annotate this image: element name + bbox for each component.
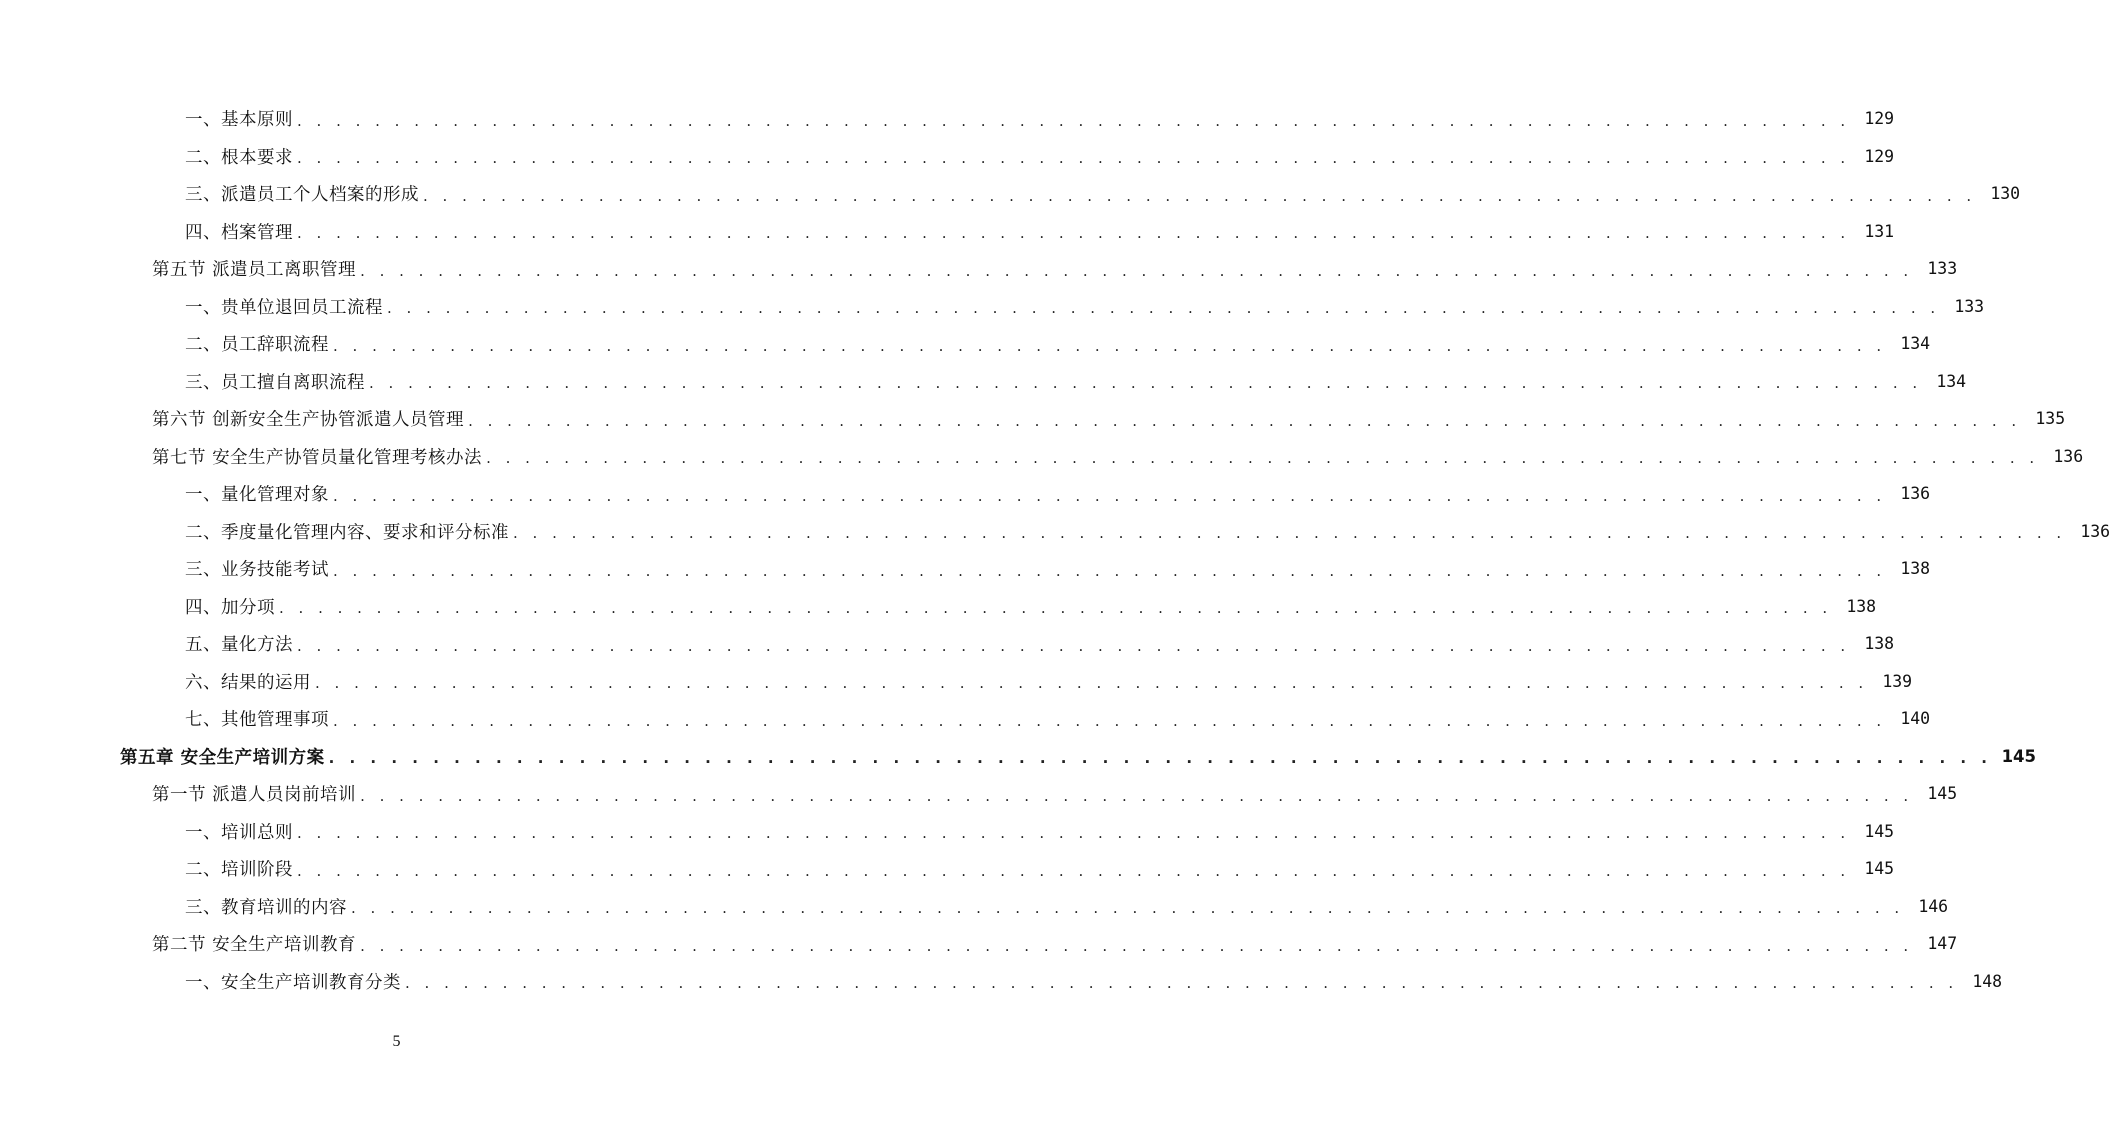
- dot-leader: . . . . . . . . . . . . . . . . . . . . . . . . . . . . . . . . . . . . . . . . . . . . . . . . . . . . . . . . . . . . . . . . . . . . . . . . . . . . . . . .: [360, 936, 1914, 955]
- page-number: 5: [392, 1033, 401, 1050]
- dot-leader: . . . . . . . . . . . . . . . . . . . . . . . . . . . . . . . . . . . . . . . . . . . . . . . . . . . . . . . . . . . . . . . . . . . . . . . . . . . . . . . .: [351, 899, 1905, 918]
- toc-entry-item[interactable]: [0, 213, 1895, 251]
- dot-leader: . . . . . . . . . . . . . . . . . . . . . . . . . . . . . . . . . . . . . . . . . . . . . . . . . . . . . . . . . . . . . . . . . . . . . . . . . . . . . . . .: [297, 824, 1851, 843]
- toc-entry-item[interactable]: [0, 138, 1895, 176]
- dot-leader: . . . . . . . . . . . . . . . . . . . . . . . . . . . . . . . . . . . . . . . . . . . . . . . . . . . . . . . . . . . . . . . . . . . . . . . . . . . . . . . .: [360, 261, 1914, 280]
- toc-entry-title: 第七节 安全生产协管员量化管理考核办法: [152, 447, 483, 468]
- toc-entry-item[interactable]: [0, 963, 2003, 1001]
- dot-leader: . . . . . . . . . . . . . . . . . . . . . . . . . . . . . . . . . . . . . . . . . . . . . . . . . . . . . . . . . . . . . . . . . . . . . . . . . . . . . . . .: [405, 974, 1959, 993]
- toc-entry-item[interactable]: [0, 813, 1895, 851]
- toc-entry-item[interactable]: [0, 513, 2110, 551]
- toc-entry-section[interactable]: [0, 250, 1958, 288]
- dot-leader: . . . . . . . . . . . . . . . . . . . . . . . . . . . . . . . . . . . . . . . . . . . . . . . . . . . . . . . . . . . . . . . . . . . . . . . . . . . . . . . .: [423, 186, 1977, 205]
- toc-entry-chapter[interactable]: [0, 738, 2037, 776]
- toc-entry-item[interactable]: [0, 325, 1931, 363]
- toc-entry-page: 138: [1846, 596, 1877, 616]
- table-of-contents: [0, 100, 2110, 1000]
- toc-entry-title: 一、量化管理对象: [185, 485, 329, 506]
- toc-entry-page: 134: [1900, 334, 1931, 354]
- toc-entry-title: 三、教育培训的内容: [185, 897, 347, 918]
- toc-entry-item[interactable]: [0, 550, 1931, 588]
- toc-entry-title: 三、派遣员工个人档案的形成: [185, 185, 419, 206]
- toc-entry-item[interactable]: [0, 850, 1895, 888]
- dot-leader: . . . . . . . . . . . . . . . . . . . . . . . . . . . . . . . . . . . . . . . . . . . . . . . . . . . . . . . . . . . . . . . . . . . . . . . . . . . . . . . .: [315, 674, 1869, 693]
- dot-leader: . . . . . . . . . . . . . . . . . . . . . . . . . . . . . . . . . . . . . . . . . . . . . . . . . . . . . . . . . . . . . . . . . . . . . . . . . . . . . . . .: [333, 486, 1887, 505]
- toc-entry-section[interactable]: [0, 438, 2084, 476]
- toc-entry-page: 134: [1936, 371, 1967, 391]
- toc-entry-title: 一、基本原则: [185, 110, 293, 131]
- toc-entry-title: 第二节 安全生产培训教育: [152, 935, 357, 956]
- toc-entry-item[interactable]: [0, 625, 1895, 663]
- dot-leader: . . . . . . . . . . . . . . . . . . . . . . . . . . . . . . . . . . . . . . . . . . . . . . . . . . . . . . . . . . . . . . . . . . . . . . . . . . . . . . . .: [297, 149, 1851, 168]
- toc-entry-item[interactable]: [0, 363, 1967, 401]
- toc-entry-section[interactable]: [0, 400, 2066, 438]
- toc-entry-title: 三、业务技能考试: [185, 560, 329, 581]
- toc-entry-page: 135: [2035, 409, 2066, 429]
- toc-entry-page: 147: [1927, 934, 1958, 954]
- toc-entry-item[interactable]: [0, 700, 1931, 738]
- toc-entry-title: 第五章 安全生产培训方案: [120, 747, 325, 768]
- toc-entry-title: 第一节 派遣人员岗前培训: [152, 785, 357, 806]
- toc-entry-page: 130: [1990, 184, 2021, 204]
- dot-leader: . . . . . . . . . . . . . . . . . . . . . . . . . . . . . . . . . . . . . . . . . . . . . . . . . . . . . . . . . . . . . . . . . . . . . . . . . . . . . . . .: [297, 224, 1851, 243]
- toc-entry-page: 129: [1864, 146, 1895, 166]
- toc-entry-item[interactable]: [0, 475, 1931, 513]
- toc-entry-item[interactable]: [0, 100, 1895, 138]
- dot-leader: . . . . . . . . . . . . . . . . . . . . . . . . . . . . . . . . . . . . . . . . . . . . . . . . . . . . . . . . . . . . . . . . . . . . . . . . . . . . . . . .: [333, 561, 1887, 580]
- dot-leader: . . . . . . . . . . . . . . . . . . . . . . . . . . . . . . . . . . . . . . . . . . . . . . . . . . . . . . . . . . . . . . . . . . . . . . . . . . . . . . . .: [513, 524, 2067, 543]
- toc-entry-title: 二、季度量化管理内容、要求和评分标准: [185, 522, 509, 543]
- toc-entry-page: 133: [1954, 296, 1985, 316]
- toc-entry-item[interactable]: [0, 175, 2021, 213]
- toc-entry-section[interactable]: [0, 925, 1958, 963]
- dot-leader: . . . . . . . . . . . . . . . . . . . . . . . . . . . . . . . . . . . . . . . . . . . . . . . . . . . . . . . . . . . . . . . . . . . . . . . . . . . . . . . .: [333, 336, 1887, 355]
- toc-entry-page: 136: [2053, 446, 2084, 466]
- toc-entry-page: 145: [1927, 784, 1958, 804]
- toc-entry-item[interactable]: [0, 288, 1985, 326]
- toc-entry-item[interactable]: [0, 588, 1877, 626]
- toc-entry-page: 136: [1900, 484, 1931, 504]
- toc-entry-page: 145: [2001, 746, 2037, 766]
- toc-entry-section[interactable]: [0, 775, 1958, 813]
- toc-entry-title: 一、安全生产培训教育分类: [185, 972, 401, 993]
- toc-entry-title: 第五节 派遣员工离职管理: [152, 260, 357, 281]
- dot-leader: . . . . . . . . . . . . . . . . . . . . . . . . . . . . . . . . . . . . . . . . . . . . . . . . . . . . . . . . . . . . . . . . . . . . . . . . . . . . . . . .: [297, 636, 1851, 655]
- dot-leader: . . . . . . . . . . . . . . . . . . . . . . . . . . . . . . . . . . . . . . . . . . . . . . . . . . . . . . . . . . . . . . . . . . . . . . . . . . . . . . . .: [328, 749, 1993, 768]
- toc-entry-title: 六、结果的运用: [185, 672, 311, 693]
- toc-entry-title: 二、员工辞职流程: [185, 335, 329, 356]
- toc-entry-page: 145: [1864, 859, 1895, 879]
- dot-leader: . . . . . . . . . . . . . . . . . . . . . . . . . . . . . . . . . . . . . . . . . . . . . . . . . . . . . . . . . . . . . . . . . . . . . . . . . . . . . . . .: [297, 861, 1851, 880]
- toc-entry-item[interactable]: [0, 888, 1949, 926]
- toc-entry-page: 139: [1882, 671, 1913, 691]
- toc-entry-page: 129: [1864, 109, 1895, 129]
- toc-entry-title: 五、量化方法: [185, 635, 293, 656]
- toc-entry-item[interactable]: [0, 663, 1913, 701]
- toc-entry-title: 四、档案管理: [185, 222, 293, 243]
- toc-entry-title: 三、员工擅自离职流程: [185, 372, 365, 393]
- toc-entry-page: 136: [2080, 521, 2110, 541]
- toc-entry-title: 一、培训总则: [185, 822, 293, 843]
- toc-entry-title: 二、培训阶段: [185, 860, 293, 881]
- toc-entry-page: 145: [1864, 821, 1895, 841]
- dot-leader: . . . . . . . . . . . . . . . . . . . . . . . . . . . . . . . . . . . . . . . . . . . . . . . . . . . . . . . . . . . . . . . . . . . . . . . . . . . . . . . .: [468, 411, 2022, 430]
- toc-entry-title: 第六节 创新安全生产协管派遣人员管理: [152, 410, 465, 431]
- dot-leader: . . . . . . . . . . . . . . . . . . . . . . . . . . . . . . . . . . . . . . . . . . . . . . . . . . . . . . . . . . . . . . . . . . . . . . . . . . . . . . . .: [387, 299, 1941, 318]
- toc-entry-title: 四、加分项: [185, 597, 275, 618]
- toc-entry-title: 七、其他管理事项: [185, 710, 329, 731]
- toc-entry-page: 148: [1972, 971, 2003, 991]
- toc-entry-title: 二、根本要求: [185, 147, 293, 168]
- dot-leader: . . . . . . . . . . . . . . . . . . . . . . . . . . . . . . . . . . . . . . . . . . . . . . . . . . . . . . . . . . . . . . . . . . . . . . . . . . . . . . . .: [486, 449, 2040, 468]
- dot-leader: . . . . . . . . . . . . . . . . . . . . . . . . . . . . . . . . . . . . . . . . . . . . . . . . . . . . . . . . . . . . . . . . . . . . . . . . . . . . . . . .: [279, 599, 1833, 618]
- toc-entry-page: 138: [1864, 634, 1895, 654]
- dot-leader: . . . . . . . . . . . . . . . . . . . . . . . . . . . . . . . . . . . . . . . . . . . . . . . . . . . . . . . . . . . . . . . . . . . . . . . . . . . . . . . .: [297, 111, 1851, 130]
- dot-leader: . . . . . . . . . . . . . . . . . . . . . . . . . . . . . . . . . . . . . . . . . . . . . . . . . . . . . . . . . . . . . . . . . . . . . . . . . . . . . . . .: [369, 374, 1923, 393]
- toc-entry-page: 131: [1864, 221, 1895, 241]
- toc-entry-page: 140: [1900, 709, 1931, 729]
- dot-leader: . . . . . . . . . . . . . . . . . . . . . . . . . . . . . . . . . . . . . . . . . . . . . . . . . . . . . . . . . . . . . . . . . . . . . . . . . . . . . . . .: [360, 786, 1914, 805]
- toc-entry-title: 一、贵单位退回员工流程: [185, 297, 383, 318]
- toc-entry-page: 138: [1900, 559, 1931, 579]
- toc-entry-page: 146: [1918, 896, 1949, 916]
- dot-leader: . . . . . . . . . . . . . . . . . . . . . . . . . . . . . . . . . . . . . . . . . . . . . . . . . . . . . . . . . . . . . . . . . . . . . . . . . . . . . . . .: [333, 711, 1887, 730]
- toc-entry-page: 133: [1927, 259, 1958, 279]
